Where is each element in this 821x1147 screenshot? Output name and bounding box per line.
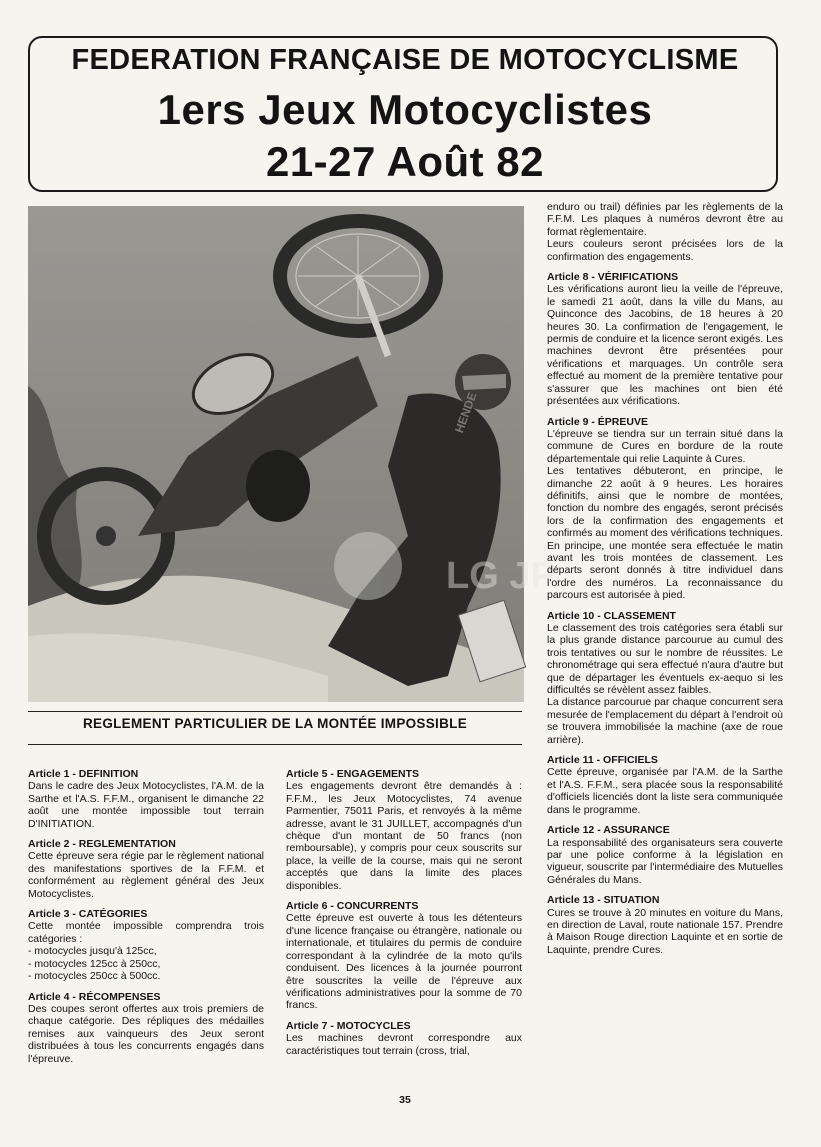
article-7-continued: enduro ou trail) définies par les règlements de la F.F.M. Les plaques à numéros devront être au format règlementaire. [547,201,783,238]
article-4-text: Des coupes seront offertes aux trois premiers de chaque catégorie. Des répliques des médailles remises aux vainqueurs des Jeux seront distribuées à tous les concurrents engagés dans l'épreuve. [28,1002,264,1065]
photo-watermark: LG JP [446,555,556,597]
article-9-text-1: L'épreuve se tiendra sur un terrain situé dans la commune de Cures en bordure de la route départementale qui relie Laquinte à Cures. [547,427,783,465]
motorcycle-hillclimb-photo [28,206,556,702]
article-3-list: - motocycles jusqu'à 125cc, - motocycles 125cc à 250cc, - motocycles 250cc à 500cc. [28,945,161,983]
section-title: REGLEMENT PARTICULIER DE LA MONTÉE IMPOSSIBLE [82,716,467,731]
article-9-title: Article 9 - ÉPREUVE [547,415,648,428]
federation-title: FEDERATION FRANÇAISE DE MOTOCYCLISME [71,44,739,76]
article-9-text-3: En principe, une montée sera effectuée le matin avant les trois montées de classement. Les départs seront donnés à titre individuel dans l'ordre des numéros. La reconnaissance du parcours est autorisée à pied. [547,539,783,602]
column-3 [547,201,783,956]
article-13-text: Cures se trouve à 20 minutes en voiture du Mans, en direction de Laval, route nationale 157. Prendre à Maison Rouge direction Laquinte et en sortie de Laquinte, prendre Cures. [547,906,783,956]
article-2-title: Article 2 - REGLEMENTATION [28,838,176,851]
article-10-text-1: Le classement des trois catégories sera établi sur la plus grande distance parcourue au cumul des trois tentatives ou sur le nombre de réussites. Le chronométrage qui sera effectué n'aura d'autre but que de départager les éventuels ex-aequo si les difficultés se révèlent assez faibles. [547,622,783,697]
article-7-text: Les machines devront correspondre aux caractéristiques tout terrain (cross, trial, [286,1032,522,1057]
article-7-title: Article 7 - MOTOCYCLES [286,1019,411,1032]
article-4-title: Article 4 - RÉCOMPENSES [28,990,161,1003]
article-3-title: Article 3 - CATÉGORIES [28,908,148,921]
event-dates: 21-27 Août 82 [265,138,545,185]
article-12-title: Article 12 - ASSURANCE [547,824,670,837]
article-6-title: Article 6 - CONCURRENTS [286,900,419,913]
article-7-continued-2: Leurs couleurs seront précisées lors de la confirmation des engagements. [547,238,783,263]
page-number: 35 [399,1094,411,1106]
article-2-text: Cette épreuve sera régie par le règlement national des manifestations sportives de la F.F.M. et conformément au règlement général des Jeux Motocyclistes. [28,850,264,900]
article-11-text: Cette épreuve, organisée par l'A.M. de la Sarthe et l'A.S. F.F.M., sera placée sous la responsabilité d'officiels licenciés dont la liste sera communiquée dans le programme. [547,766,783,816]
article-11-title: Article 11 - OFFICIELS [547,754,658,767]
article-3-text: Cette montée impossible comprendra trois catégories : [28,920,264,945]
article-8-title: Article 8 - VÉRIFICATIONS [547,271,679,284]
article-5-title: Article 5 - ENGAGEMENTS [286,768,420,780]
article-12-text: La responsabilité des organisateurs sera couverte par une police conforme à la législation en vigueur, souscrite par l'intermédiaire des Mutuelles Générales du Mans. [547,836,783,886]
article-8-text: Les vérifications auront lieu la veille de l'épreuve, le samedi 21 août, dans la ville du Mans, au Quinconce des Jacobins, de 18 heures à 20 heures 30. La confirmation de l'engagement, le permis de conduire et la licence seront exigés. Les machines devront être présentées pour vérifications et marquages. Un contrôle sera effectué au moment de la première tentative pour s'assurer que les machines ont bien été présentées aux vérifications. [547,283,783,408]
event-title: 1ers Jeux Motocyclistes [157,86,653,133]
column-1 [28,768,264,1065]
article-1-text: Dans le cadre des Jeux Motocyclistes, l'A.M. de la Sarthe et l'A.S. F.F.M., organisent le dimanche 22 août une montée impossible tout terrain D'INITIATION. [28,780,264,830]
article-6-text: Cette épreuve est ouverte à tous les détenteurs d'une licence française ou étrangère, nationale ou internationale, et titulaires du permis de conduire correspondant à la cylindrée de la moto qu'ils conduisent. Des licences à la journée pourront être souscrites la veille de l'épreuve aux vérifications administratives pour la somme de 70 francs. [286,912,522,1012]
rule-bottom [28,744,522,745]
article-13-title: Article 13 - SITUATION [547,894,660,907]
article-1-title: Article 1 - DEFINITION [28,768,139,780]
article-10-title: Article 10 - CLASSEMENT [547,609,676,622]
column-2 [286,768,522,1057]
article-9-text-2: Les tentatives débuteront, en principe, le dimanche 22 août à 9 heures. Les horaires définitifs, ainsi que le nombre de montées, fonction du nombre des engagés, seront précisés lors de la confirmation des engagements et confirmés au moment des vérifications techniques. [547,465,783,540]
article-5-text: Les engagements devront être demandés à : F.F.M., les Jeux Motocyclistes, 74 avenue Parmentier, 75011 Paris, et renvoyés à la même adresse, avant le 31 JUILLET, accompagnés d'un chèque d'un montant de 50 francs (non remboursable), y compris pour ceux souscrits sur place, la veille de la course, mais qui ne seront acceptés que dans la limite des places disponibles. [286,780,522,892]
rider-jersey-text: HENDE [452,390,480,435]
rule-top [28,711,522,712]
article-10-text-2: La distance parcourue par chaque concurrent sera mesurée de l'emplacement du départ à l'endroit où se trouvera immobilisée la machine (axe de roue arrière). [547,696,783,746]
